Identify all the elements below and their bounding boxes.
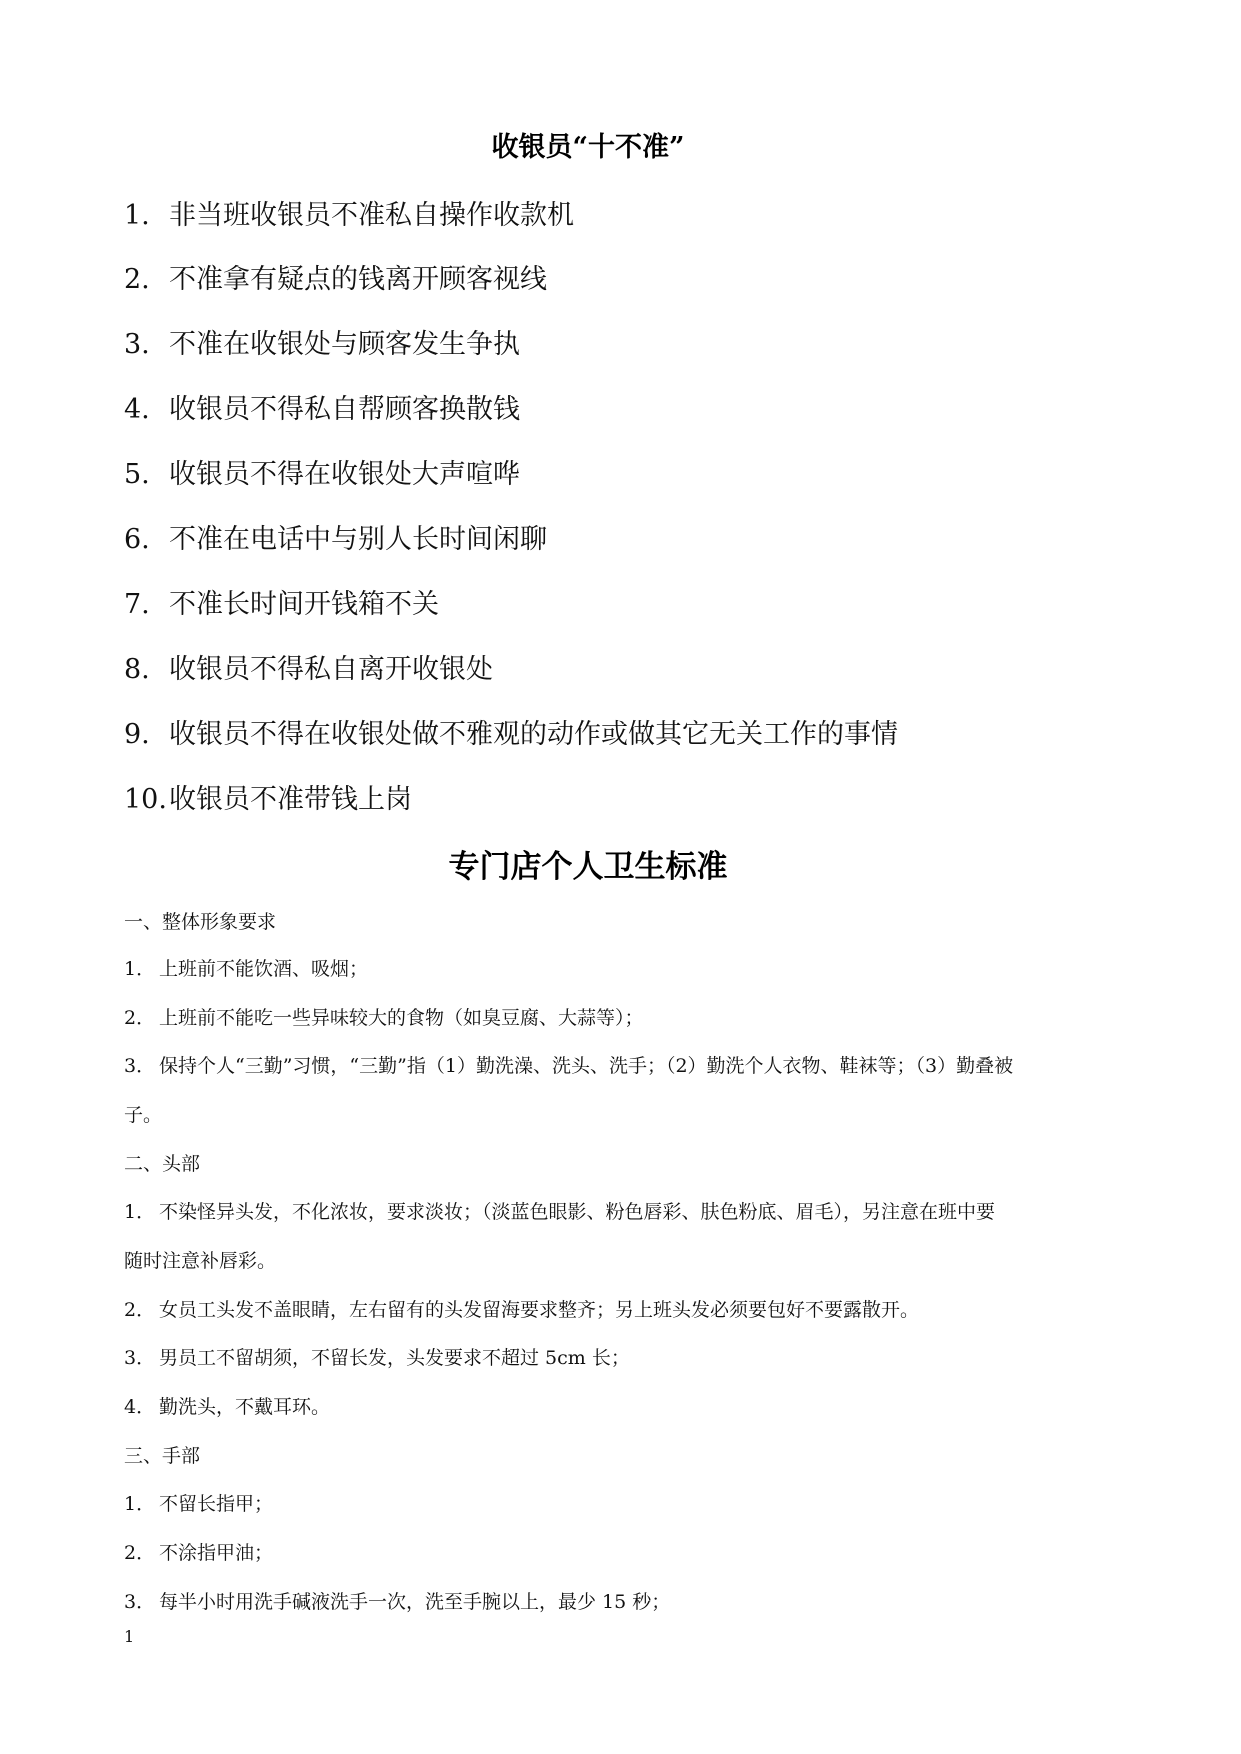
list-item bbox=[124, 457, 520, 493]
line-text: 三、手部 bbox=[124, 1445, 201, 1467]
subsection-heading bbox=[124, 1442, 200, 1470]
list-item-number: 5. bbox=[124, 459, 150, 490]
list-item-text: 收银员不准带钱上岗 bbox=[169, 784, 412, 815]
list-item-text: 不准在收银处与顾客发生争执 bbox=[169, 329, 520, 360]
list-item-text: 保持个人“三勤”习惯，“三勤”指（1）勤洗澡、洗头、洗手；（2）勤洗个人衣物、鞋袜等；（3）勤叠被 bbox=[159, 1055, 1014, 1077]
list-item-text: 每半小时用洗手碱液洗手一次，洗至手腕以上，最少 15 秒； bbox=[159, 1591, 671, 1613]
section-title-hygiene-standards: 专门店个人卫生标准 bbox=[448, 849, 728, 885]
list-item bbox=[124, 1296, 919, 1324]
list-item-number: 3. bbox=[124, 329, 150, 360]
list-item bbox=[124, 1393, 330, 1421]
line-text: 子。 bbox=[124, 1104, 163, 1126]
list-item bbox=[124, 262, 547, 298]
list-item bbox=[124, 1588, 670, 1616]
list-item-number: 1． bbox=[124, 958, 156, 980]
list-item-number: 2． bbox=[124, 1542, 156, 1564]
list-item-number: 9. bbox=[124, 719, 150, 750]
list-item-text: 收银员不得私自帮顾客换散钱 bbox=[169, 394, 520, 425]
list-item-text: 收银员不得在收银处大声喧哗 bbox=[169, 459, 520, 490]
list-item-text: 勤洗头，不戴耳环。 bbox=[159, 1396, 331, 1418]
line-text: 一、整体形象要求 bbox=[124, 911, 277, 933]
list-item-number: 1． bbox=[124, 1493, 156, 1515]
list-item-continuation bbox=[124, 1101, 162, 1129]
list-item-number: 6. bbox=[124, 524, 150, 555]
list-item bbox=[124, 1052, 1013, 1080]
list-item-text: 收银员不得私自离开收银处 bbox=[169, 654, 493, 685]
subsection-heading bbox=[124, 1150, 200, 1178]
list-item bbox=[124, 652, 493, 688]
list-item bbox=[124, 955, 368, 983]
page-number: 1 bbox=[124, 1627, 135, 1646]
list-item-continuation bbox=[124, 1247, 276, 1275]
list-item-text: 不准长时间开钱箱不关 bbox=[169, 589, 439, 620]
list-item-text: 不准在电话中与别人长时间闲聊 bbox=[169, 524, 547, 555]
list-item-text: 男员工不留胡须，不留长发，头发要求不超过 5cm 长； bbox=[159, 1347, 630, 1369]
list-item bbox=[124, 587, 439, 623]
subsection-heading bbox=[124, 908, 276, 936]
list-item-text: 收银员不得在收银处做不雅观的动作或做其它无关工作的事情 bbox=[169, 719, 898, 750]
list-item bbox=[124, 782, 412, 818]
list-item-number: 3． bbox=[124, 1055, 156, 1077]
list-item bbox=[124, 717, 898, 753]
list-item-number: 4. bbox=[124, 394, 150, 425]
list-item-number: 2． bbox=[124, 1299, 156, 1321]
list-item-number: 8. bbox=[124, 654, 150, 685]
list-item-number: 4． bbox=[124, 1396, 156, 1418]
list-item-number: 1. bbox=[124, 200, 150, 231]
list-item bbox=[124, 1004, 644, 1032]
list-item-number: 3． bbox=[124, 1347, 156, 1369]
list-item bbox=[124, 1198, 995, 1226]
list-item-number: 1． bbox=[124, 1201, 156, 1223]
line-text: 随时注意补唇彩。 bbox=[124, 1250, 277, 1272]
list-item bbox=[124, 1344, 630, 1372]
list-item-text: 女员工头发不盖眼睛，左右留有的头发留海要求整齐；另上班头发必须要包好不要露散开。 bbox=[159, 1299, 920, 1321]
list-item-number: 2. bbox=[124, 264, 150, 295]
list-item-text: 不准拿有疑点的钱离开顾客视线 bbox=[169, 264, 547, 295]
list-item-text: 不涂指甲油； bbox=[159, 1542, 274, 1564]
list-item-text: 上班前不能饮酒、吸烟； bbox=[159, 958, 369, 980]
list-item bbox=[124, 1539, 273, 1567]
list-item bbox=[124, 327, 520, 363]
list-item-text: 不留长指甲； bbox=[159, 1493, 274, 1515]
list-item-number: 2． bbox=[124, 1007, 156, 1029]
line-text: 二、头部 bbox=[124, 1153, 201, 1175]
list-item bbox=[124, 1490, 273, 1518]
list-item-text: 非当班收银员不准私自操作收款机 bbox=[169, 200, 574, 231]
list-item-number: 7. bbox=[124, 589, 150, 620]
list-item-number: 10. bbox=[124, 784, 167, 815]
list-item-text: 上班前不能吃一些异味较大的食物（如臭豆腐、大蒜等）； bbox=[159, 1007, 644, 1029]
section-title-cashier-rules: 收银员“十不准” bbox=[491, 132, 685, 163]
list-item bbox=[124, 198, 574, 234]
list-item-text: 不染怪异头发，不化浓妆，要求淡妆；（淡蓝色眼影、粉色唇彩、肤色粉底、眉毛），另注意在班中要 bbox=[159, 1201, 996, 1223]
list-item bbox=[124, 392, 520, 428]
list-item bbox=[124, 522, 547, 558]
list-item-number: 3． bbox=[124, 1591, 156, 1613]
